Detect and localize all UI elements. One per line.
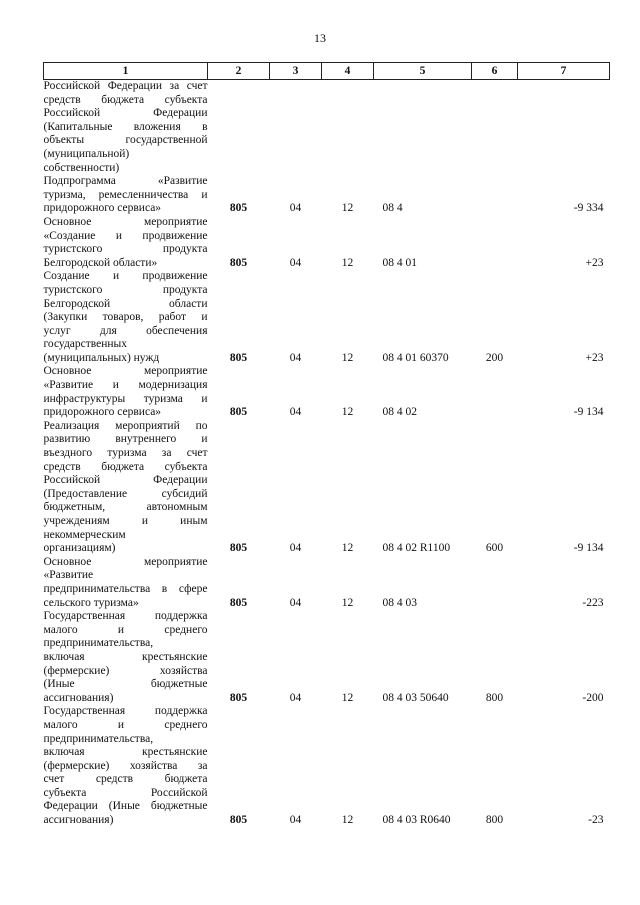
row-csr-code: 08 4 02 [382,406,417,419]
description-line: государственных [43,338,128,351]
description-line: включая крестьянские [43,650,208,663]
description-line: придорожного сервиса» [43,202,162,215]
header-col-1: 1 [44,63,208,80]
row-rz-code: 04 [289,202,302,215]
description-line: «Создание и продвижение [43,229,208,242]
description-line: объекты государственной [43,134,208,147]
row-rz-code: 04 [289,814,302,827]
row-gr-code: 805 [229,596,248,609]
row-csr-code: 08 4 03 50640 [382,691,449,704]
description-line: Российской Федерации за счет [43,80,208,92]
description-line: Основное мероприятие [43,365,208,378]
description-line: Белгородской области» [43,256,158,269]
description-line: придорожного сервиса» [43,406,162,419]
header-col-2: 2 [208,63,270,80]
table-row [44,556,610,610]
row-gr-code: 805 [229,691,248,704]
table-row [44,175,610,216]
row-description [44,420,208,556]
header-col-5: 5 [374,63,472,80]
description-line: малого и среднего [43,718,208,731]
description-line: Государственная поддержка [43,610,208,623]
table-row [44,705,610,827]
row-vr-code [472,556,518,610]
row-vr-code [472,175,518,216]
row-pr-code: 12 [341,814,354,827]
description-line: собственности) [43,161,120,174]
row-vr-code: 800 [485,691,504,704]
description-line: туристского продукта [43,243,208,256]
table-row [44,610,610,705]
row-amount: -223 [582,596,604,609]
header-col-6: 6 [472,63,518,80]
row-rz-code: 04 [289,406,302,419]
row-pr-code [322,80,374,176]
description-line: бюджетным, автономным [43,501,208,514]
description-line: (муниципальной) [43,147,130,160]
description-line: средств бюджета субъекта [43,93,208,106]
description-line: Федерации (Иные бюджетные [43,800,208,813]
header-row [44,63,610,80]
row-amount [518,80,610,176]
row-gr-code: 805 [229,351,248,364]
row-vr-code: 800 [485,814,504,827]
row-rz-code: 04 [289,256,302,269]
description-line: учреждениям и иным [43,515,208,527]
description-line: предпринимательства в сфере [43,582,208,595]
table-row [44,365,610,419]
description-line: Российской Федерации [43,107,208,120]
row-rz-code: 04 [289,691,302,704]
row-pr-code: 12 [341,542,354,555]
description-line: въездного туризма за счет [43,447,208,460]
description-line: (муниципальных) нужд [43,351,160,364]
description-line: (Капитальные вложения в [43,120,208,133]
row-csr-code: 08 4 03 R0640 [382,814,451,827]
description-line: Государственная поддержка [43,705,208,718]
description-line: Основное мероприятие [43,215,208,228]
description-line: (Закупки товаров, работ и [43,311,208,324]
header-col-7: 7 [518,63,610,80]
page-number: 13 [314,31,326,45]
table-row [44,420,610,556]
description-line: (Иные бюджетные [43,678,208,691]
row-description [44,365,208,419]
row-rz-code [270,80,322,176]
row-gr-code [208,80,270,176]
header-col-4: 4 [322,63,374,80]
row-vr-code [472,216,518,270]
description-line: услуг для обеспечения [43,324,208,337]
row-csr-code: 08 4 [382,202,403,215]
row-gr-code: 805 [229,406,248,419]
description-line: Основное мероприятие [43,555,208,568]
description-line: некоммерческим [43,528,126,541]
row-pr-code: 12 [341,202,354,215]
row-csr-code: 08 4 01 [382,256,417,269]
row-csr-code: 08 4 01 60370 [382,351,449,364]
row-rz-code: 04 [289,542,302,555]
row-amount: -9 334 [573,202,604,215]
description-line: инфраструктуры туризма и [43,392,208,405]
description-line: малого и среднего [43,623,208,636]
row-amount: -200 [582,691,604,704]
description-line: Реализация мероприятий по [43,419,208,432]
row-description [44,270,208,365]
description-line: (фермерские) хозяйства за [43,759,208,772]
row-pr-code: 12 [341,691,354,704]
description-line: субъекта Российской [43,786,208,799]
row-pr-code: 12 [341,256,354,269]
row-pr-code: 12 [341,406,354,419]
row-gr-code: 805 [229,202,248,215]
description-line: сельского туризма» [43,596,139,609]
row-gr-code: 805 [229,814,248,827]
description-line: средств бюджета субъекта [43,460,208,473]
row-amount: -9 134 [573,406,604,419]
table-row [44,216,610,270]
table-body [44,80,610,828]
row-description [44,80,208,176]
row-description [44,610,208,705]
description-line: включая крестьянские [43,746,208,759]
row-gr-code: 805 [229,256,248,269]
description-line: Российской Федерации [43,474,208,487]
description-line: туристского продукта [43,283,208,296]
description-line: «Развитие [43,569,94,582]
row-amount: +23 [585,351,604,364]
description-line: (фермерские) хозяйства [43,664,208,677]
description-line: счет средств бюджета [43,773,208,786]
description-line: туризма, ремесленничества и [43,188,208,201]
description-line: Создание и продвижение [43,270,208,283]
table-row [44,80,610,176]
row-rz-code: 04 [289,596,302,609]
row-description [44,705,208,827]
row-vr-code: 200 [485,351,504,364]
description-line: предпринимательства, [43,637,154,650]
row-pr-code: 12 [341,596,354,609]
row-csr-code [374,80,472,176]
header-col-3: 3 [270,63,322,80]
row-description [44,216,208,270]
row-description [44,556,208,610]
row-rz-code: 04 [289,351,302,364]
description-line: (Предоставление субсидий [43,487,208,500]
row-amount: -9 134 [573,542,604,555]
description-line: ассигнования) [43,691,114,704]
row-amount: +23 [585,256,604,269]
row-vr-code: 600 [485,542,504,555]
row-csr-code: 08 4 03 [382,596,417,609]
row-vr-code [472,80,518,176]
budget-table [43,62,610,828]
row-vr-code [472,365,518,419]
description-line: организациям) [43,542,116,555]
row-csr-code: 08 4 02 R1100 [382,542,451,555]
row-gr-code: 805 [229,542,248,555]
row-description [44,175,208,216]
table-row [44,270,610,365]
description-line: Белгородской области [43,297,208,310]
description-line: развитию внутреннего и [43,433,208,446]
description-line: предпринимательства, [43,732,154,745]
description-line: Подпрограмма «Развитие [43,175,208,188]
row-pr-code: 12 [341,351,354,364]
description-line: «Развитие и модернизация [43,379,208,392]
row-amount: -23 [588,814,604,827]
description-line: ассигнования) [43,814,114,827]
